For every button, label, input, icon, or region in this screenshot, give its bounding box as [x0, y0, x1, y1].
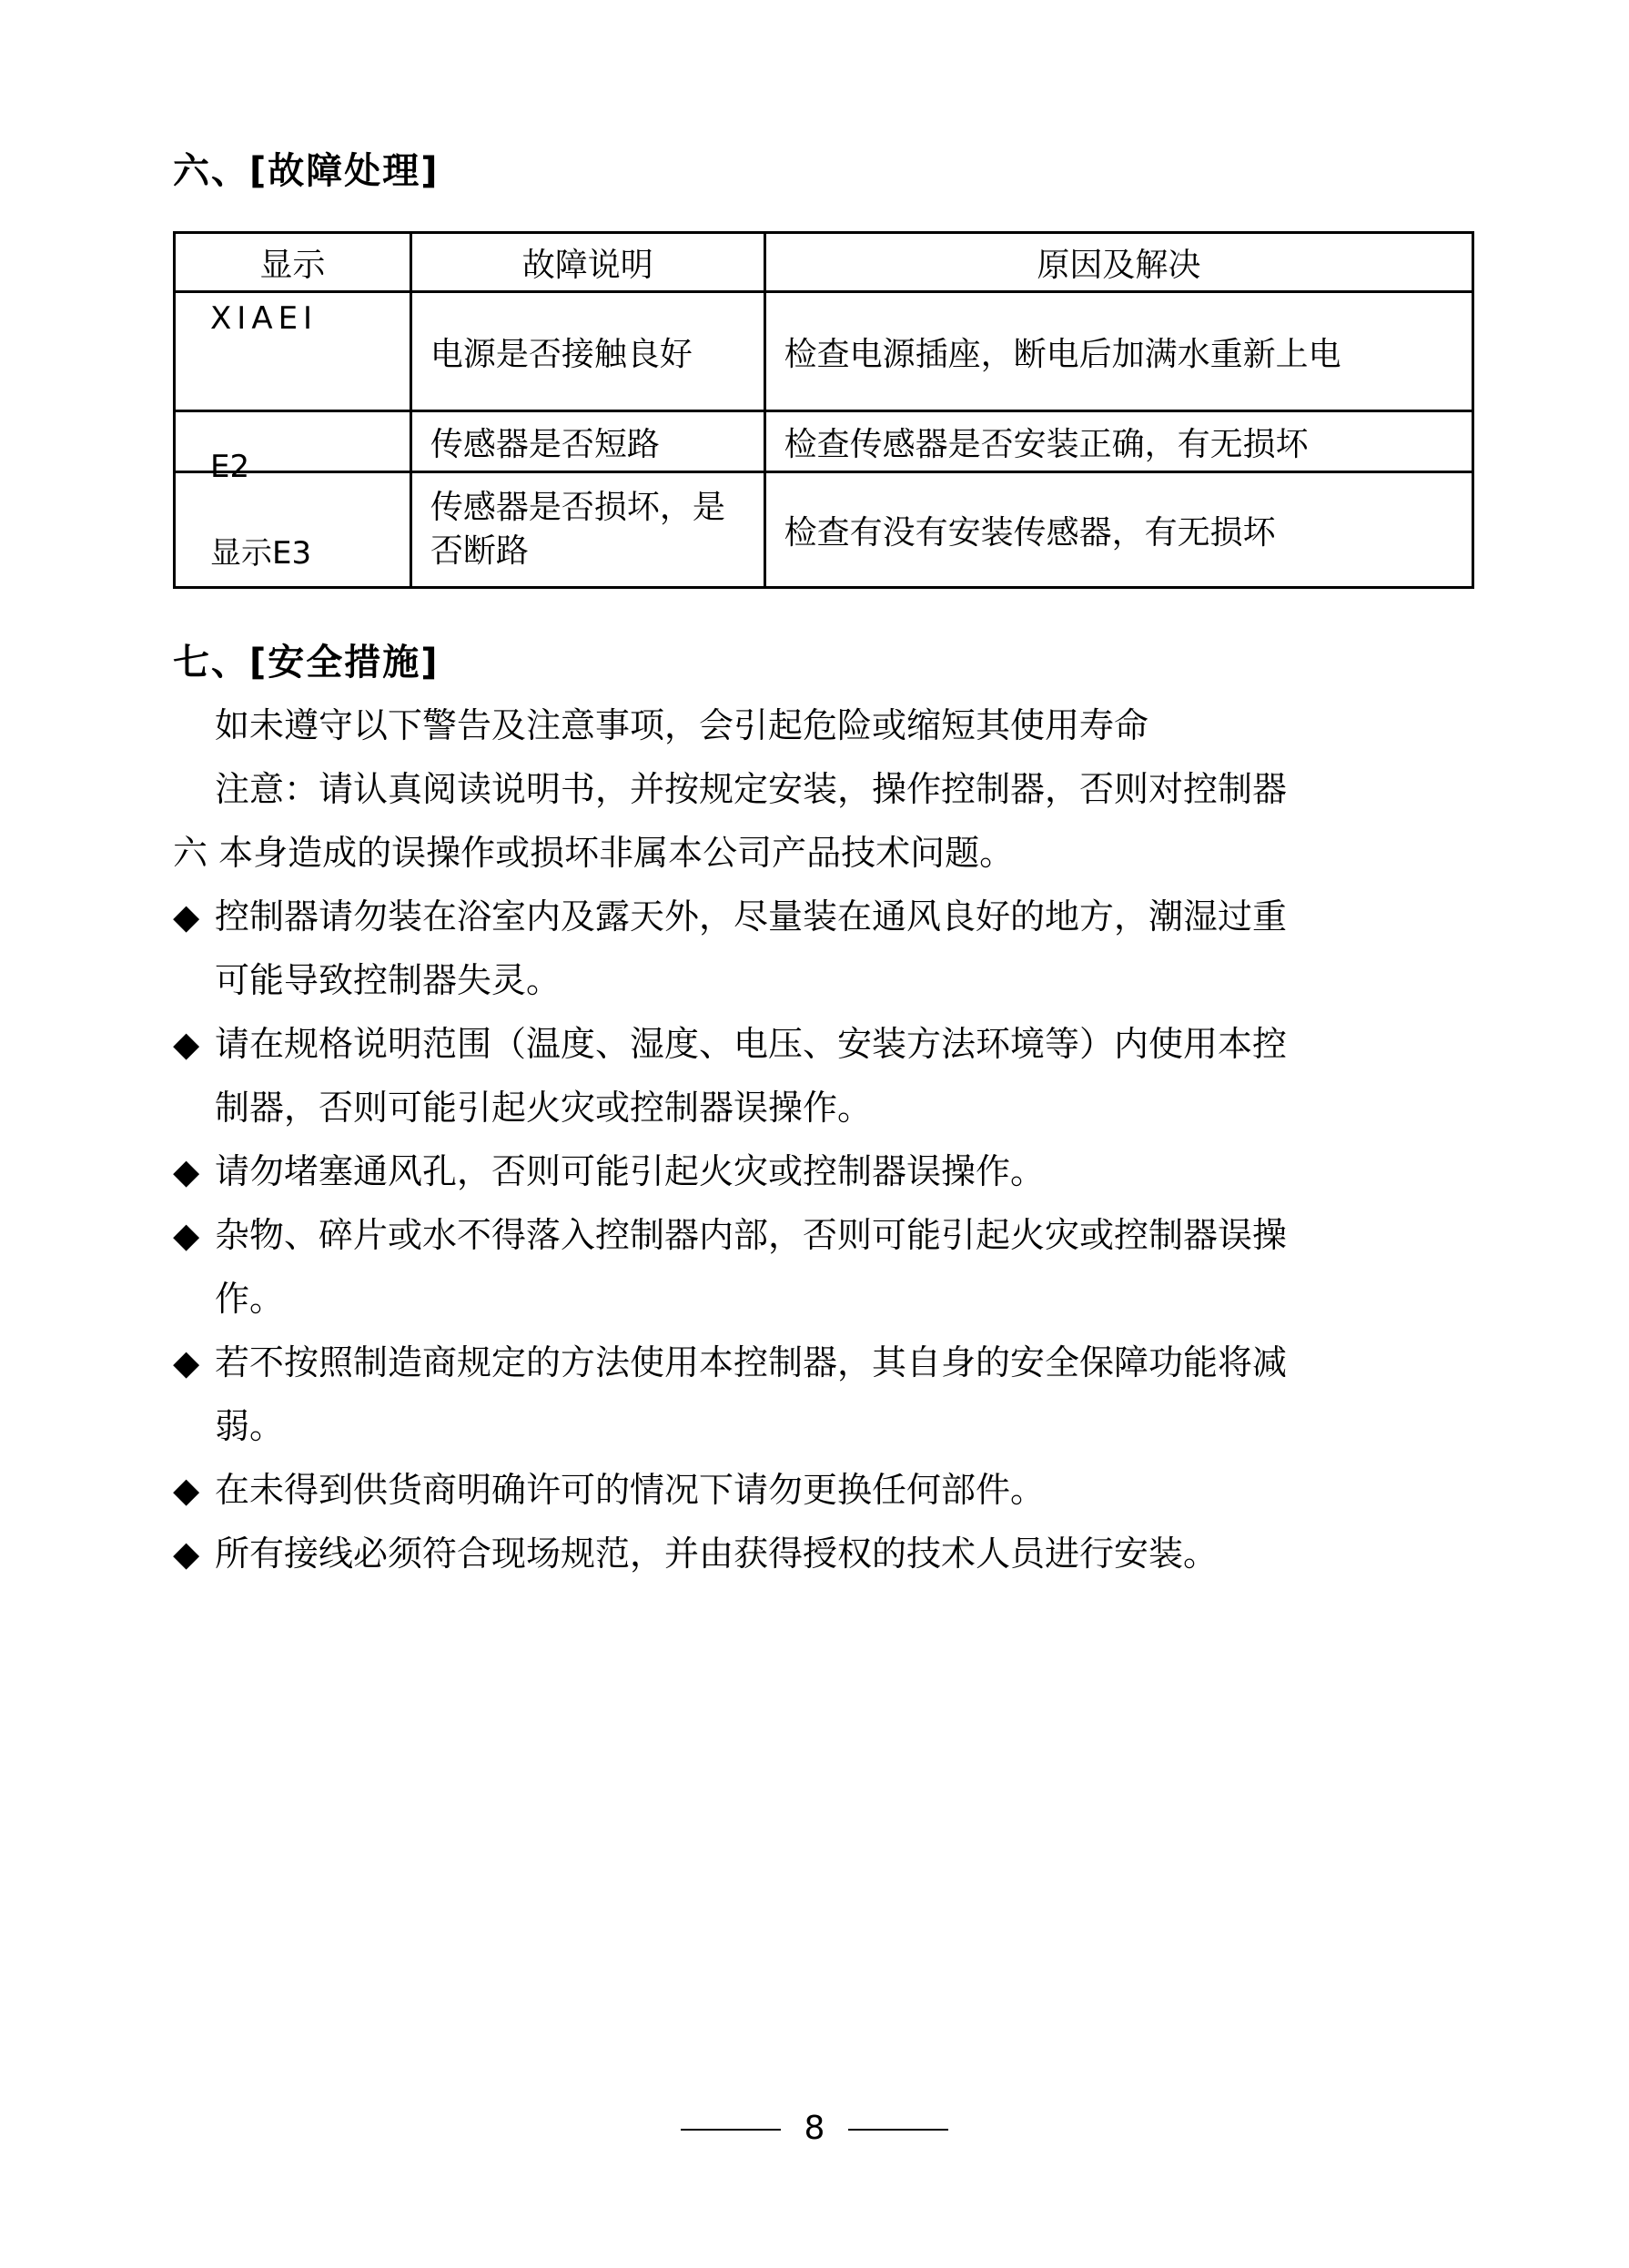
column-header-fault: 故障说明 — [410, 233, 764, 292]
fault-solution: 检查传感器是否安装正确，有无损坏 — [764, 411, 1472, 472]
column-header-display: 显示 — [175, 233, 411, 292]
safety-bullet — [173, 1203, 1483, 1331]
bullet-text: 请勿堵塞通风孔，否则可能引起火灾或控制器误操作。 — [215, 1151, 1046, 1191]
safety-notice: 注意：请认真阅读说明书，并按规定安装，操作控制器，否则对控制器 — [215, 769, 1288, 809]
bullet-text: 若不按照制造商规定的方法使用本控制器，其自身的安全保障功能将减 弱。 — [215, 1342, 1288, 1446]
error-code: 显示E3 — [210, 535, 312, 572]
diamond-bullet-icon: ◆ — [173, 1534, 200, 1574]
table-header-row — [175, 233, 1473, 292]
footer-rule-left — [681, 2129, 781, 2131]
page-number: 8 — [804, 2110, 825, 2147]
fault-description: 传感器是否短路 — [410, 411, 764, 472]
bullet-text: 所有接线必须符合现场规范，并由获得授权的技术人员进行安装。 — [215, 1534, 1219, 1574]
bullet-text: 在未得到供货商明确许可的情况下请勿更换任何部件。 — [215, 1470, 1046, 1510]
safety-bullet — [173, 1522, 1483, 1585]
diamond-bullet-icon: ◆ — [173, 1215, 200, 1255]
diamond-bullet-icon: ◆ — [173, 1470, 200, 1510]
bullet-text: 请在规格说明范围（温度、湿度、电压、安装方法环境等）内使用本控 制器，否则可能引起火灾或控制器误操作。 — [215, 1024, 1288, 1128]
bullet-text: 杂物、碎片或水不得落入控制器内部，否则可能引起火灾或控制器误操 作。 — [215, 1215, 1288, 1319]
fault-table — [173, 231, 1474, 589]
column-header-solution: 原因及解决 — [764, 233, 1472, 292]
diamond-bullet-icon: ◆ — [173, 1151, 200, 1191]
table-row — [175, 472, 1473, 588]
safety-bullet — [173, 1331, 1483, 1458]
safety-bullet — [173, 1139, 1483, 1203]
error-code: E2 — [210, 449, 250, 485]
diamond-bullet-icon: ◆ — [173, 1024, 200, 1064]
diamond-bullet-icon: ◆ — [173, 896, 200, 937]
fault-description: 电源是否接触良好 — [410, 292, 764, 411]
table-row — [175, 292, 1473, 411]
section-title-troubleshooting: 六、[故障处理] — [173, 150, 440, 192]
page-footer — [0, 2110, 1629, 2147]
bullet-text: 控制器请勿装在浴室内及露天外，尽量装在通风良好的地方，潮湿过重 可能导致控制器失灵。 — [215, 896, 1288, 1000]
safety-bullet — [173, 885, 1483, 1012]
table-cell — [175, 472, 411, 588]
footer-rule-right — [848, 2129, 948, 2131]
section-title-safety: 七、[安全措施] — [173, 642, 440, 683]
safety-bullet — [173, 1458, 1483, 1522]
safety-bullet — [173, 1012, 1483, 1139]
error-code: XIAEI — [210, 300, 319, 337]
diamond-bullet-icon: ◆ — [173, 1342, 200, 1382]
fault-description: 传感器是否损坏，是否断路 — [410, 472, 764, 588]
fault-solution: 检查有没有安装传感器，有无损坏 — [764, 472, 1472, 588]
table-row — [175, 411, 1473, 472]
table-cell — [175, 292, 411, 411]
safety-notice-continued: 六 本身造成的误操作或损坏非属本公司产品技术问题。 — [173, 833, 1015, 873]
fault-solution: 检查电源插座，断电后加满水重新上电 — [764, 292, 1472, 411]
table-cell — [175, 411, 411, 485]
safety-intro: 如未遵守以下警告及注意事项，会引起危险或缩短其使用寿命 — [215, 705, 1149, 745]
